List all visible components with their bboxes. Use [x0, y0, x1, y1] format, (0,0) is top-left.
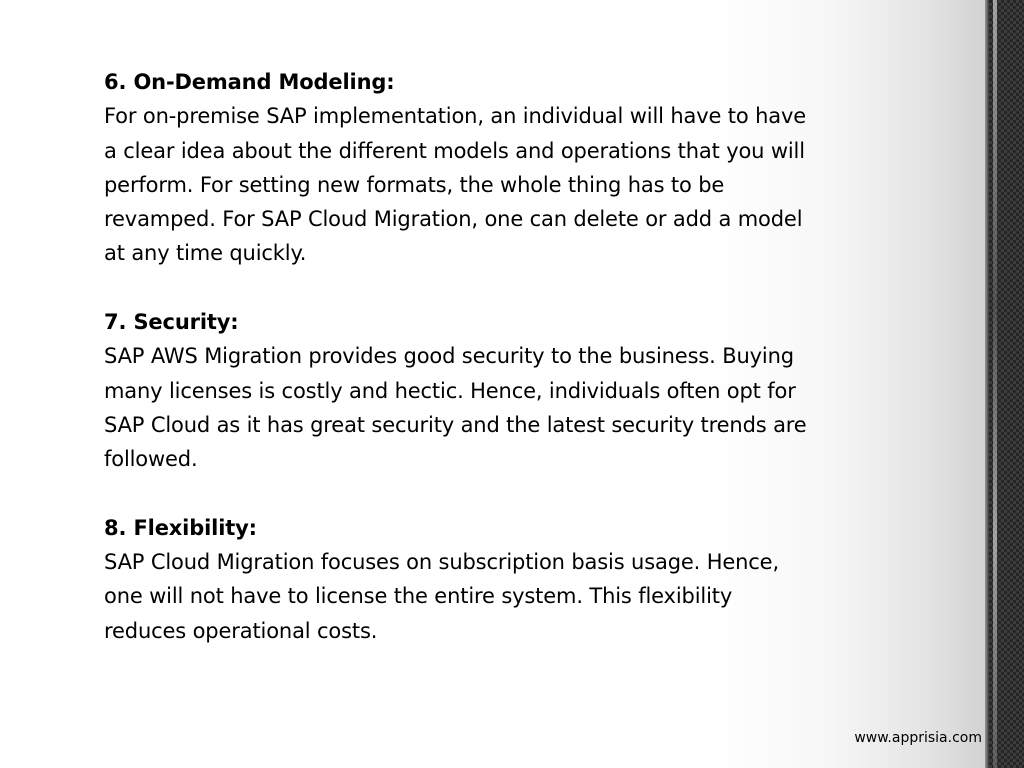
section-on-demand-modeling — [104, 65, 904, 271]
section-security — [104, 305, 904, 476]
section-flexibility — [104, 511, 904, 648]
footer-url: www.apprisia.com — [854, 730, 982, 746]
section-body: SAP Cloud Migration focuses on subscription basis usage. Hence, one will not have to license the entire system. This flexibility reduces operational costs. — [104, 550, 779, 643]
rail-highlight — [993, 0, 997, 768]
decorative-side-rail — [985, 0, 1024, 768]
section-body: SAP AWS Migration provides good security to the business. Buying many licenses is costly and hectic. Hence, individuals often opt for SAP Cloud as it has great security and the latest security trends are followed. — [104, 344, 807, 472]
section-heading: 6. On-Demand Modeling: — [104, 70, 395, 94]
slide-content — [104, 65, 904, 682]
section-heading: 8. Flexibility: — [104, 515, 257, 540]
section-body: For on-premise SAP implementation, an individual will have to have a clear idea about the different models and operations that you will perform. For setting new formats, the whole thing has to be revamped. For SAP Cloud Migration, one can delete or add a model at any time quickly. — [104, 104, 807, 266]
section-heading: 7. Security: — [104, 310, 239, 335]
